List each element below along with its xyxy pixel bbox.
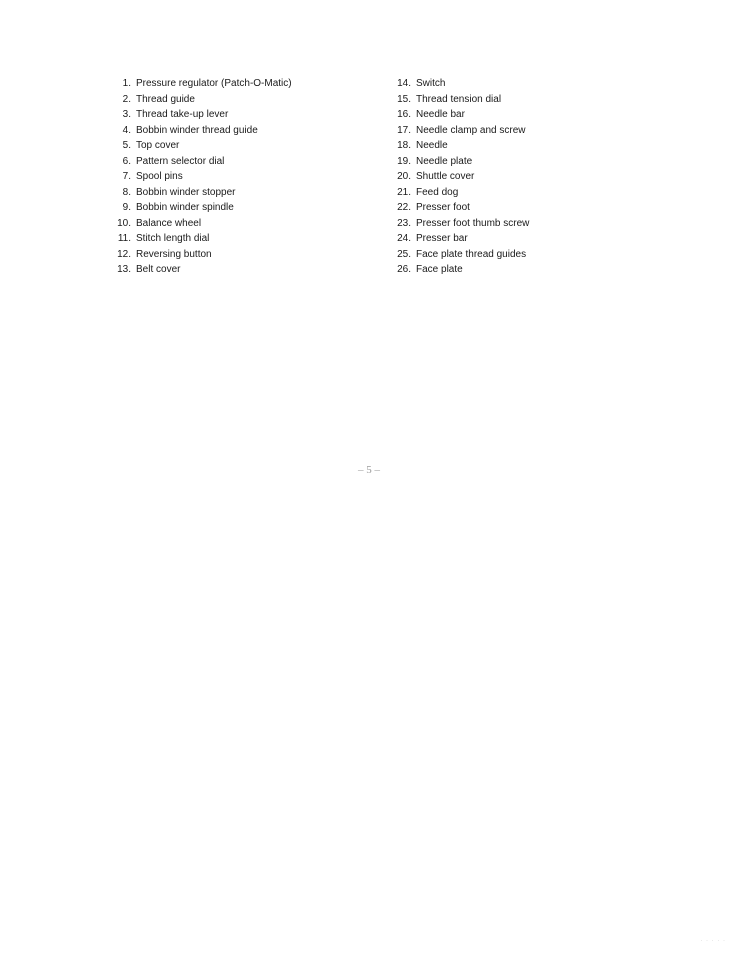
part-label: Bobbin winder stopper <box>136 186 236 198</box>
part-label: Needle <box>416 140 448 151</box>
part-label: Presser foot thumb screw <box>416 217 530 229</box>
part-label: Belt cover <box>136 264 181 275</box>
part-number: 3. <box>122 109 131 120</box>
part-item <box>388 200 628 216</box>
part-number: 4. <box>122 124 131 136</box>
part-number: 24. <box>397 233 411 244</box>
part-label: Needle bar <box>416 109 465 120</box>
part-number: 26. <box>397 264 411 275</box>
part-label: Pattern selector dial <box>136 155 225 167</box>
part-number: 25. <box>397 248 411 260</box>
part-label: Top cover <box>136 140 180 151</box>
part-item <box>388 92 628 108</box>
part-number: 11. <box>117 233 131 244</box>
part-label: Needle plate <box>416 155 473 167</box>
part-label: Switch <box>416 78 446 89</box>
part-item <box>388 107 628 123</box>
part-label: Face plate <box>416 264 463 275</box>
part-label: Needle clamp and screw <box>416 124 526 136</box>
part-item <box>388 123 628 139</box>
part-item <box>388 154 628 170</box>
part-number: 1. <box>122 78 131 89</box>
part-label: Thread guide <box>136 93 195 105</box>
part-label: Thread take-up lever <box>136 109 229 120</box>
part-number: 13. <box>117 264 131 275</box>
part-label: Balance wheel <box>136 217 202 229</box>
part-number: 5. <box>122 140 131 151</box>
corner-scan-mark: · · · · · <box>700 938 726 944</box>
part-number: 19. <box>397 155 411 167</box>
part-number: 14. <box>397 78 411 89</box>
part-item <box>108 262 358 278</box>
part-item <box>108 200 358 216</box>
part-number: 17. <box>397 124 411 136</box>
part-number: 23. <box>397 217 411 229</box>
part-label: Stitch length dial <box>136 233 210 244</box>
part-number: 8. <box>122 186 131 198</box>
part-item <box>388 76 628 92</box>
part-label: Reversing button <box>136 248 212 260</box>
part-item <box>108 123 358 139</box>
part-item <box>108 231 358 247</box>
part-number: 18. <box>397 140 411 151</box>
part-item <box>108 154 358 170</box>
page-number: – 5 – <box>358 464 380 476</box>
part-item <box>108 185 358 201</box>
part-label: Bobbin winder thread guide <box>136 124 258 136</box>
parts-list-right <box>388 76 628 278</box>
parts-list-left <box>108 76 358 278</box>
part-number: 10. <box>117 217 131 229</box>
part-label: Pressure regulator (Patch-O-Matic) <box>136 78 292 89</box>
part-item <box>388 138 628 154</box>
part-item <box>108 107 358 123</box>
part-number: 20. <box>397 171 411 182</box>
part-label: Presser bar <box>416 233 468 244</box>
part-number: 6. <box>122 155 131 167</box>
part-item <box>108 247 358 263</box>
part-item <box>388 262 628 278</box>
part-item <box>388 231 628 247</box>
part-item <box>388 185 628 201</box>
part-item <box>108 138 358 154</box>
part-number: 15. <box>397 93 411 105</box>
part-label: Thread tension dial <box>416 93 502 105</box>
part-item <box>388 216 628 232</box>
part-item <box>388 169 628 185</box>
part-item <box>108 169 358 185</box>
part-number: 7. <box>122 171 131 182</box>
part-item <box>108 92 358 108</box>
part-number: 21. <box>397 186 411 198</box>
part-label: Shuttle cover <box>416 171 475 182</box>
part-number: 22. <box>397 202 411 213</box>
part-label: Presser foot <box>416 202 470 213</box>
part-label: Bobbin winder spindle <box>136 202 234 213</box>
part-label: Feed dog <box>416 186 459 198</box>
part-number: 2. <box>122 93 131 105</box>
part-label: Face plate thread guides <box>416 248 527 260</box>
part-label: Spool pins <box>136 171 183 182</box>
part-item <box>108 216 358 232</box>
part-number: 12. <box>117 248 131 260</box>
part-item <box>108 76 358 92</box>
part-number: 16. <box>397 109 411 120</box>
part-item <box>388 247 628 263</box>
part-number: 9. <box>122 202 131 213</box>
